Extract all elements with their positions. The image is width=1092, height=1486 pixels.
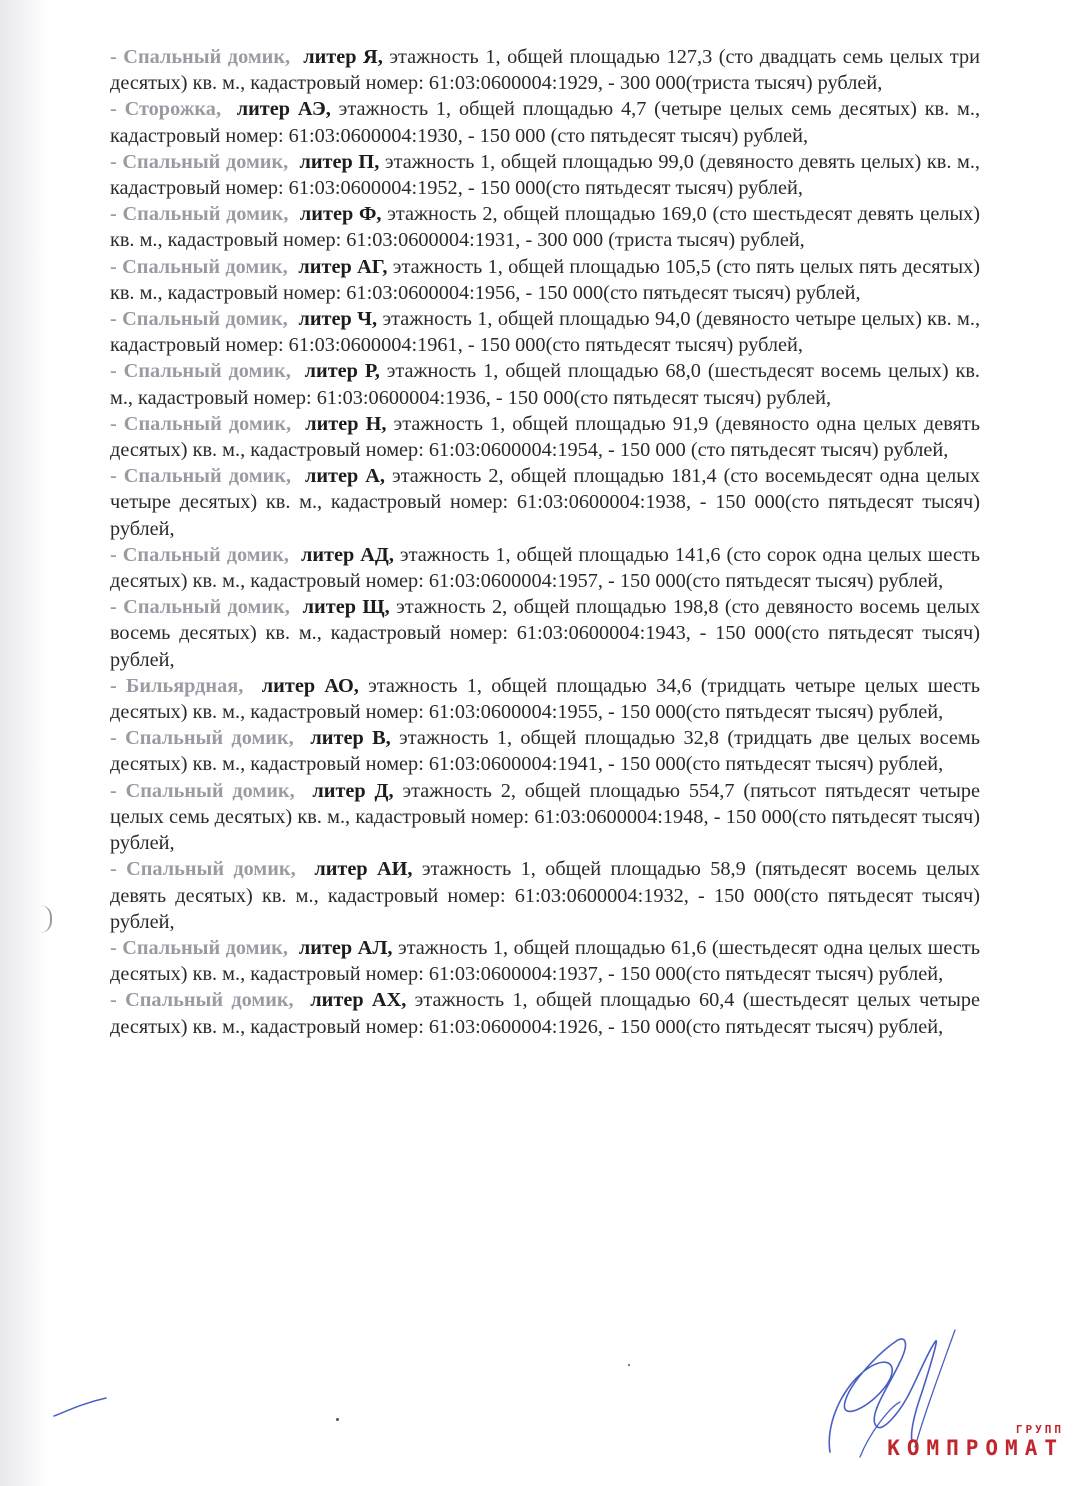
object-type: - Спальный домик, [110, 203, 289, 226]
literal-code: литер Я, [303, 46, 383, 68]
object-type: - Спальный домик, [110, 308, 288, 331]
property-entry [110, 44, 980, 96]
object-type: - Сторожка, [110, 98, 222, 121]
object-type: - Спальный домик, [110, 412, 292, 435]
object-type: - Спальный домик, [110, 150, 289, 173]
watermark-big: КОМПРОМАТ [887, 1436, 1064, 1460]
object-details: этажность 1, общей площадью 58,9 (пятьдесят восемь целых девять десятых) кв. м., кадастровый номер: 61:03:0600004:1932, - 150 000(сто пятьдесят тысяч) рублей, [110, 858, 980, 933]
object-details: этажность 1, общей площадью 94,0 (девяносто четыре целых) кв. м., кадастровый номер: 61:03:0600004:1961, - 150 000(сто пятьдесят тысяч) рублей, [110, 308, 981, 357]
literal-code: литер АГ, [298, 255, 388, 278]
object-details: этажность 1, общей площадью 34,6 (тридцать четыре целых шесть десятых) кв. м., кадастровый номер: 61:03:0600004:1955, - 150 000(сто пятьдесят тысяч) рублей, [110, 674, 980, 724]
object-type: - Бильярдная, [110, 674, 244, 697]
property-entry [110, 935, 980, 987]
pen-stroke-icon [50, 1392, 110, 1420]
literal-code: литер Д, [312, 779, 394, 802]
binding-mark [40, 905, 52, 933]
literal-code: литер Ф, [299, 203, 382, 226]
object-details: этажность 1, общей площадью 32,8 (тридцать две целых восемь десятых) кв. м., кадастровый номер: 61:03:0600004:1941, - 150 000(сто пятьдесят тысяч) рублей, [110, 727, 980, 776]
object-details: этажность 2, общей площадью 181,4 (сто восемьдесят одна целых четыре десятых) кв. м., кадастровый номер: 61:03:0600004:1938, - 150 000(сто пятьдесят тысяч) рублей, [110, 465, 980, 540]
literal-code: литер П, [299, 150, 380, 173]
property-entry [110, 856, 980, 935]
object-type: - Спальный домик, [110, 543, 289, 566]
object-type: - Спальный домик, [110, 596, 290, 619]
literal-code: литер Н, [305, 412, 387, 435]
property-entry [110, 306, 980, 358]
scan-speck [336, 1418, 339, 1421]
scan-speck [628, 1364, 630, 1366]
literal-code: литер АО, [261, 674, 359, 697]
object-details: этажность 2, общей площадью 169,0 (сто шестьдесят девять целых) кв. м., кадастровый номер: 61:03:0600004:1931, - 300 000 (триста тысяч) рублей, [110, 203, 981, 252]
object-type: - Спальный домик, [110, 255, 288, 278]
property-entry [110, 96, 980, 148]
literal-code: литер АЭ, [236, 98, 331, 121]
object-details: этажность 1, общей площадью 99,0 (девяносто девять целых) кв. м., кадастровый номер: 61:03:0600004:1952, - 150 000(сто пятьдесят тысяч) рублей, [110, 150, 980, 200]
literal-code: литер Р, [304, 360, 380, 383]
watermark-small: ГРУПП [1015, 1423, 1064, 1436]
object-details: этажность 1, общей площадью 105,5 (сто пять целых пять десятых) кв. м., кадастровый номер: 61:03:0600004:1956, - 150 000(сто пятьдесят тысяч) рублей, [110, 255, 981, 304]
property-entry [110, 201, 980, 253]
property-entry [110, 594, 980, 673]
object-details: этажность 1, общей площадью 60,4 (шестьдесят целых четыре десятых) кв. м., кадастровый номер: 61:03:0600004:1926, - 150 000(сто пятьдесят тысяч) рублей, [110, 989, 981, 1038]
property-entry [110, 411, 980, 463]
object-type: - Спальный домик, [110, 46, 291, 68]
scanned-page-edge [0, 0, 46, 1486]
property-entry [110, 987, 980, 1039]
property-entry [110, 725, 980, 777]
literal-code: литер АЛ, [298, 936, 393, 959]
object-type: - Спальный домик, [110, 360, 291, 383]
object-type: - Спальный домик, [110, 727, 294, 750]
property-entry [110, 254, 980, 306]
object-details: этажность 1, общей площадью 68,0 (шестьдесят восемь целых) кв. м., кадастровый номер: 61:03:0600004:1936, - 150 000(сто пятьдесят тысяч) рублей, [110, 360, 980, 409]
literal-code: литер АД, [300, 543, 394, 566]
literal-code: литер А, [304, 465, 385, 488]
object-type: - Спальный домик, [110, 465, 291, 488]
object-details: этажность 1, общей площадью 4,7 (четыре целых семь десятых) кв. м., кадастровый номер: 61:03:0600004:1930, - 150 000 (сто пятьдесят тысяч) рублей, [110, 98, 981, 147]
object-type: - Спальный домик, [110, 858, 296, 881]
property-entry [110, 778, 980, 857]
watermark-logo [887, 1423, 1064, 1460]
literal-code: литер АХ, [310, 989, 407, 1012]
object-details: этажность 1, общей площадью 61,6 (шестьдесят одна целых шесть десятых) кв. м., кадастровый номер: 61:03:0600004:1937, - 150 000(сто пятьдесят тысяч) рублей, [110, 936, 981, 986]
literal-code: литер Ч, [298, 308, 378, 331]
object-details: этажность 2, общей площадью 554,7 (пятьсот пятьдесят четыре целых семь десятых) кв. м., кадастровый номер: 61:03:0600004:1948, - 150 000(сто пятьдесят тысяч) рублей, [110, 779, 980, 855]
object-details: этажность 1, общей площадью 141,6 (сто сорок одна целых шесть десятых) кв. м., кадастровый номер: 61:03:0600004:1957, - 150 000(сто пятьдесят тысяч) рублей, [110, 543, 980, 593]
document-body [110, 44, 980, 1040]
literal-code: литер Щ, [302, 596, 390, 619]
property-entry [110, 358, 980, 410]
object-type: - Спальный домик, [110, 989, 294, 1012]
object-details: этажность 1, общей площадью 127,3 (сто двадцать семь целых три десятых) кв. м., кадастровый номер: 61:03:0600004:1929, - 300 000(триста тысяч) рублей, [110, 46, 981, 95]
object-details: этажность 2, общей площадью 198,8 (сто девяносто восемь целых восемь десятых) кв. м., кадастровый номер: 61:03:0600004:1943, - 150 000(сто пятьдесят тысяч) рублей, [110, 596, 981, 671]
property-entry [110, 149, 980, 201]
property-entry [110, 463, 980, 542]
object-type: - Спальный домик, [110, 779, 295, 802]
object-details: этажность 1, общей площадью 91,9 (девяносто одна целых девять десятых) кв. м., кадастровый номер: 61:03:0600004:1954, - 150 000 (сто пятьдесят тысяч) рублей, [110, 412, 981, 462]
object-type: - Спальный домик, [110, 936, 288, 959]
literal-code: литер В, [310, 727, 391, 750]
literal-code: литер АИ, [314, 858, 413, 881]
property-entry [110, 673, 980, 725]
property-entry [110, 542, 980, 594]
